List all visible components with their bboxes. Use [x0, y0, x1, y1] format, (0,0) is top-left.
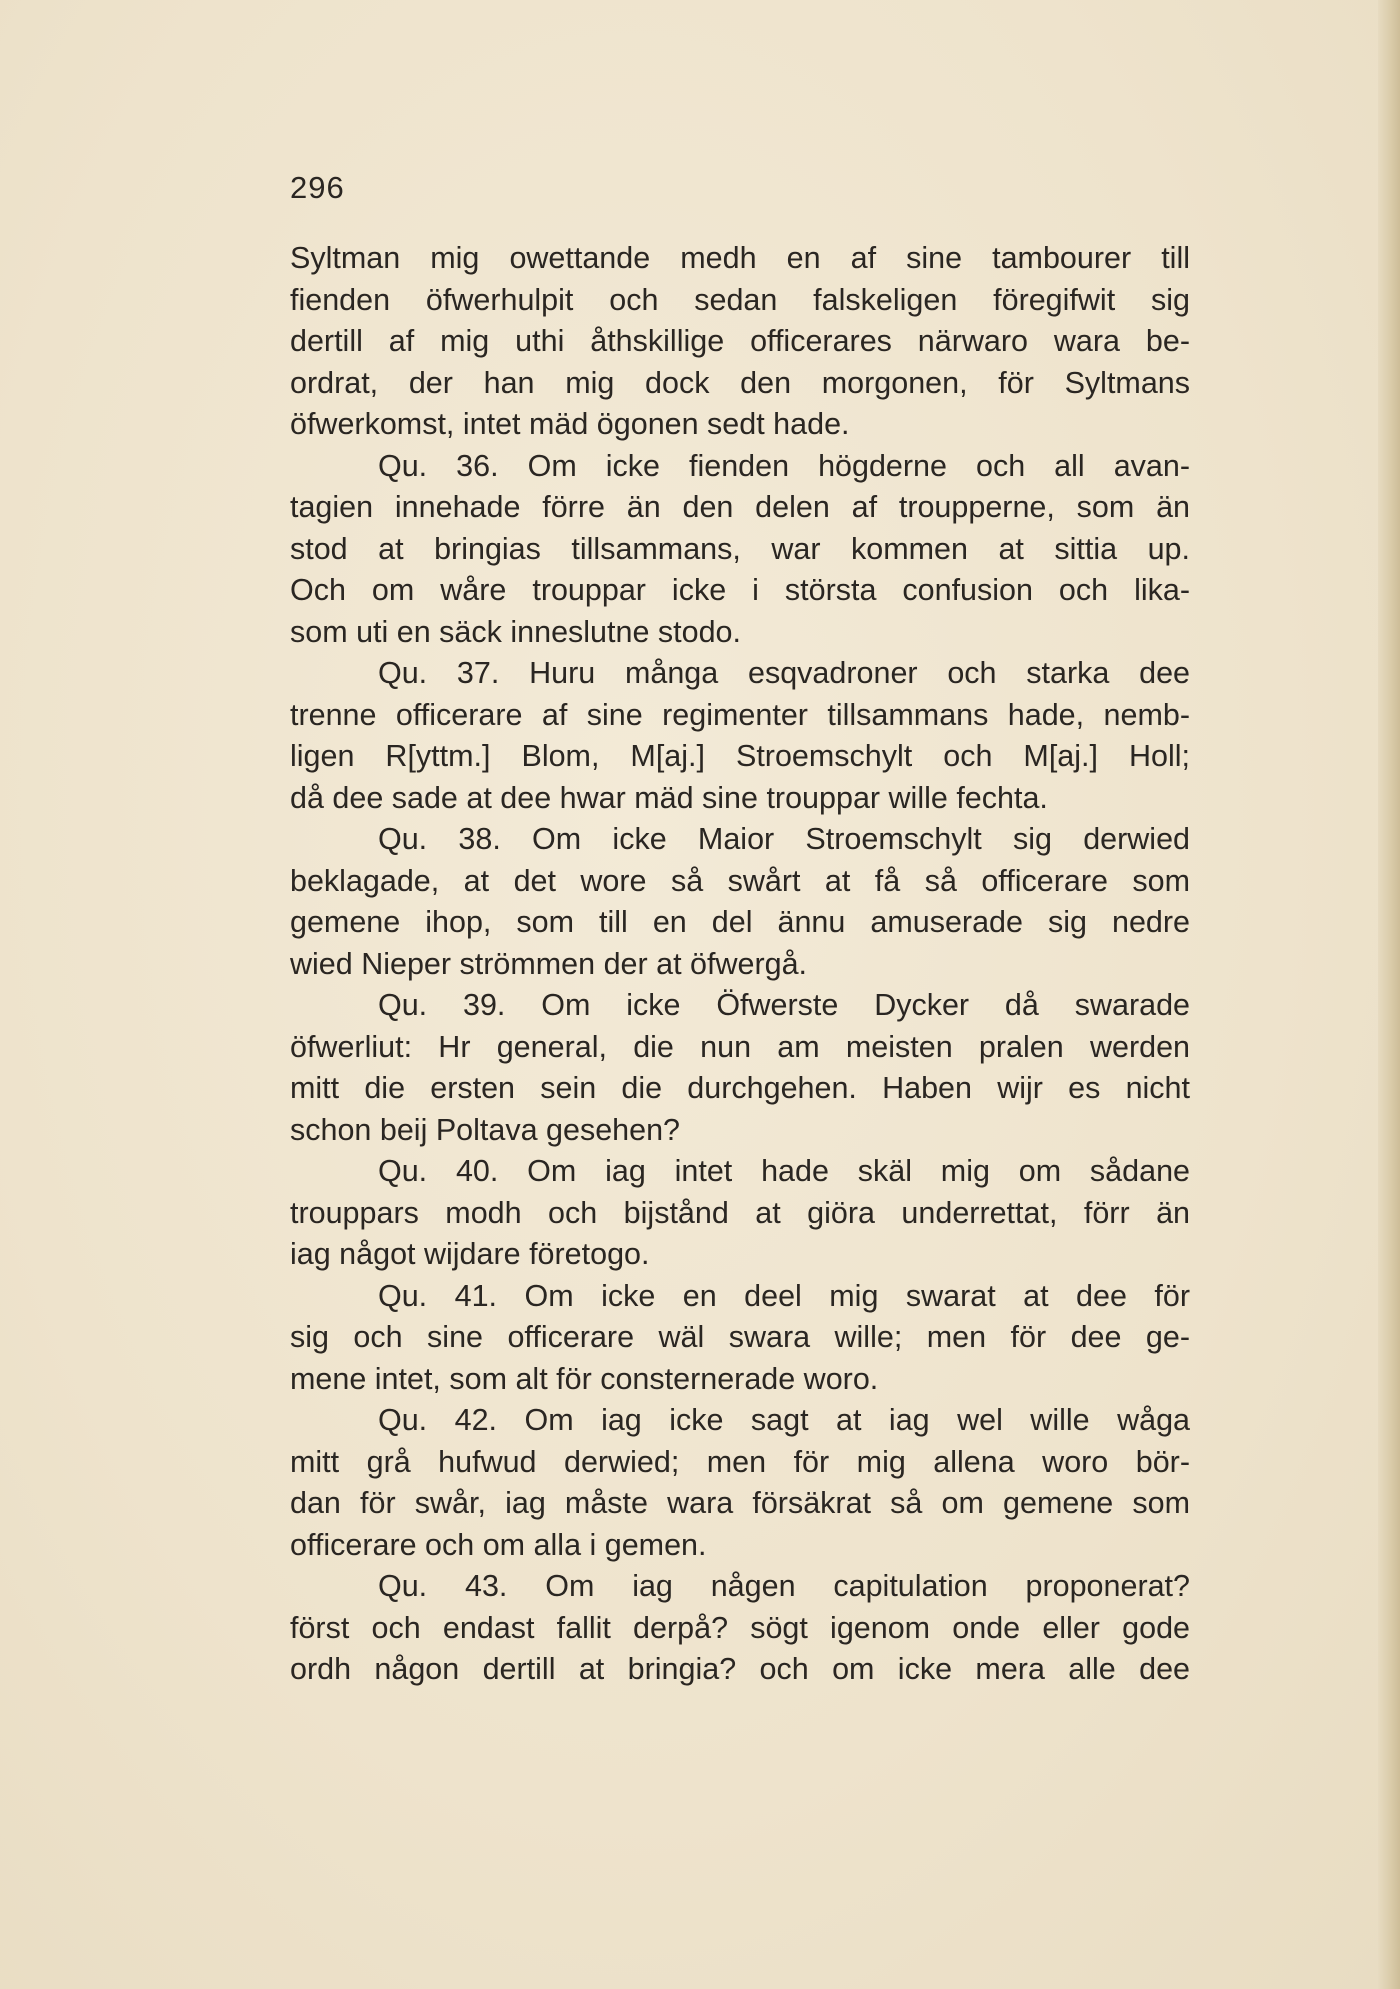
- text-line: mitt die ersten sein die durchgehen. Haben wijr es nicht: [290, 1071, 1190, 1105]
- text-line: sig och sine officerare wäl swara wille; men för dee ge-: [290, 1320, 1190, 1354]
- text-line: först och endast fallit derpå? sögt igenom onde eller gode: [290, 1610, 1190, 1645]
- text-line: mitt grå hufwud derwied; men för mig allena woro bör-: [290, 1444, 1190, 1479]
- text-line: stod at bringias tillsammans, war kommen at sittia up.: [290, 531, 1190, 566]
- text-line: dertill af mig uthi åthskillige officerares närwaro wara be-: [290, 324, 1190, 358]
- text-line: Qu. 39. Om icke Öfwerste Dycker då swarade: [378, 988, 1190, 1022]
- text-line: mene intet, som alt för consternerade woro.: [290, 1361, 879, 1396]
- text-line: Qu. 42. Om iag icke sagt at iag wel wille wåga: [378, 1403, 1190, 1437]
- text-line: wied Nieper strömmen der at öfwergå.: [290, 946, 808, 981]
- text-line: trenne officerare af sine regimenter tillsammans hade, nemb-: [290, 697, 1190, 732]
- text-line: iag något wijdare företogo.: [290, 1237, 650, 1271]
- text-line: då dee sade at dee hwar mäd sine trouppar wille fechta.: [290, 780, 1048, 815]
- text-line: officerare och om alla i gemen.: [290, 1527, 707, 1562]
- text-line: dan för swår, iag måste wara försäkrat så om gemene som: [290, 1486, 1190, 1520]
- text-line: ordh någon dertill at bringia? och om icke mera alle dee: [290, 1652, 1190, 1686]
- text-line: Och om wåre trouppar icke i största confusion och lika-: [290, 573, 1190, 607]
- text-line: öfwerliut: Hr general, die nun am meisten pralen werden: [290, 1029, 1190, 1064]
- text-line: fienden öfwerhulpit och sedan falskeligen föregifwit sig: [290, 282, 1190, 317]
- page-edge: [1378, 0, 1400, 1989]
- text-line: Qu. 37. Huru många esqvadroner och starka dee: [378, 656, 1190, 690]
- text-line: Qu. 41. Om icke en deel mig swarat at dee för: [378, 1278, 1190, 1313]
- text-line: Qu. 38. Om icke Maior Stroemschylt sig derwied: [378, 822, 1190, 856]
- text-line: ordrat, der han mig dock den morgonen, för Syltmans: [290, 365, 1190, 400]
- text-line: schon beij Poltava gesehen?: [290, 1112, 681, 1147]
- text-line: öfwerkomst, intet mäd ögonen sedt hade.: [290, 407, 850, 441]
- text-line: tagien innehade förre än den delen af troupperne, som än: [290, 490, 1190, 524]
- text-line: Syltman mig owettande medh en af sine tambourer till: [290, 241, 1190, 275]
- page-number: 296: [290, 170, 345, 205]
- text-line: gemene ihop, som till en del ännu amuserade sig nedre: [290, 905, 1190, 939]
- text-line: Qu. 43. Om iag någen capitulation proponerat?: [378, 1569, 1190, 1603]
- text-line: Qu. 40. Om iag intet hade skäl mig om sådane: [378, 1154, 1190, 1188]
- body-text: [290, 238, 1190, 1691]
- text-line: trouppars modh och bijstånd at giöra underrettat, förr än: [290, 1195, 1190, 1230]
- text-line: ligen R[yttm.] Blom, M[aj.] Stroemschylt och M[aj.] Holl;: [290, 739, 1190, 773]
- text-line: beklagade, at det wore så swårt at få så officerare som: [290, 863, 1190, 898]
- text-line: Qu. 36. Om icke fienden högderne och all avan-: [378, 448, 1190, 483]
- text-line: som uti en säck inneslutne stodo.: [290, 614, 741, 649]
